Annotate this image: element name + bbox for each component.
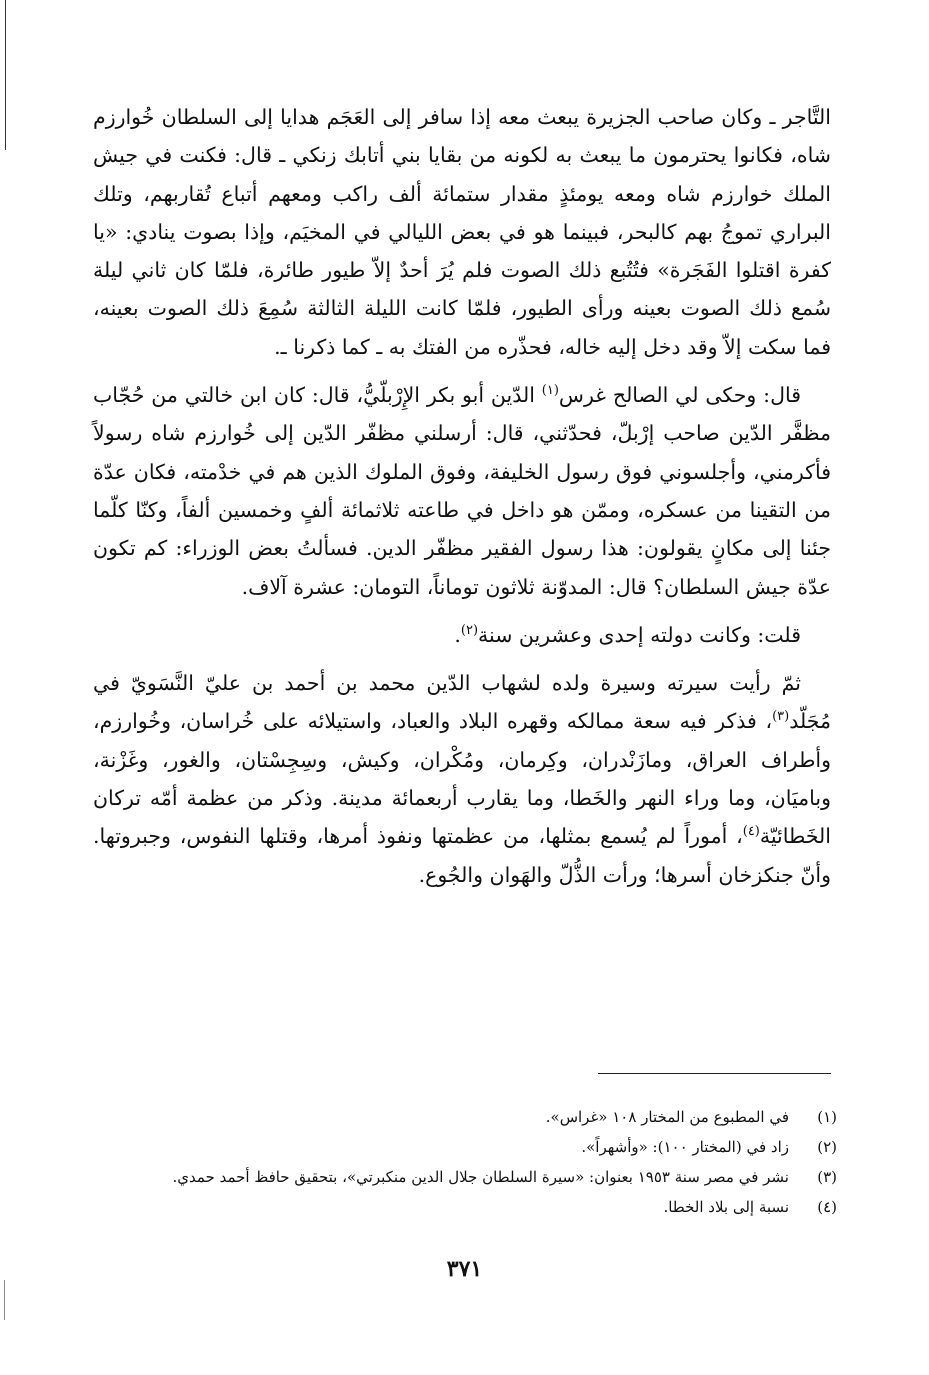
footnotes (77, 1102, 837, 1222)
footnote-text: في المطبوع من المختار ١٠٨ «غراس». (545, 1108, 789, 1126)
page-number: ٣٧١ (446, 1256, 483, 1282)
paragraph-2-text-b: الدّين أبو بكر الإِرْبلّيُّ، قال: كان ابن خالتي من حُجّاب مظفَّر الدّين صاحب إرْبلّ، فحدّثني، قال: أرسلني مظفّر الدّين إلى خُوارزم شاه رسولاً فأكرمني، وأجلسوني فوق رسول الخليفة، وفوق الملوك الذين هم في خدْمته، فكان عدّة من التقينا من عسكره، وممّن هو داخل في طاعته ثلاثمائة ألفٍ وخمسين ألفاً، وكنّا كلّما جئنا إلى مكانٍ يقولون: هذا رسول الفقير مظفّر الدين. فسألتُ بعض الوزراء: كم تكون عدّة جيش السلطان؟ قال: المدوّنة ثلاثون توماناً، التومان: عشرة آلاف. (93, 383, 831, 599)
footnote-item (77, 1132, 837, 1162)
paragraph-4 (93, 664, 831, 894)
paragraph-2 (93, 376, 831, 606)
page-edge-mark (4, 1280, 5, 1320)
paragraph-2-text-a: قال: وحكى لي الصالح غرس (558, 383, 802, 408)
footnote-number: (٢) (817, 1138, 837, 1156)
page-edge-line (5, 0, 6, 150)
footnote-text: نسبة إلى بلاد الخطا. (663, 1198, 789, 1216)
footnote-number: (٤) (817, 1198, 837, 1216)
paragraph-4-text-b: ، فذكر فيه سعة ممالكه وقهره البلاد والعباد، واستيلائه على خُراسان، وخُوارزم، وأطراف العراق، ومازَنْدران، وكِرمان، ومُكْران، وكيش، وسِجِسْتان، والغور، وغَزْنة، وباميَان، وما وراء النهر والخَطا، وما يقارب أربعمائة مدينة. وذكر من عظمة أمّه تركان الخَطائيّة (93, 709, 831, 849)
footnote-item (77, 1192, 837, 1222)
paragraph-3-end: . (454, 622, 461, 647)
footnote-ref-2[interactable]: (٢) (460, 623, 479, 639)
paragraph-3-text: قلت: وكانت دولته إحدى وعشرين سنة (478, 622, 801, 647)
footnote-item (77, 1102, 837, 1132)
footnote-number: (٣) (817, 1168, 837, 1186)
paragraph-3 (93, 616, 831, 654)
paragraph-1: التَّاجر ـ وكان صاحب الجزيرة يبعث معه إذا سافر إلى العَجَم هدايا إلى السلطان خُوارزم شاه، فكانوا يحترمون ما يبعث به لكونه من بقايا بني أتابك زنكي ـ قال: فكنت في جيش الملك خوارزم شاه ومعه يومئذٍ مقدار ستمائة ألف راكب ومعهم أتباع تُقاربهم، وتلك البراري تموجُ بهم كالبحر، فبينما هو في بعض الليالي في المخيَم، وإذا بصوت ينادي: «يا كفرة اقتلوا الفَجَرة» فتُتُبع ذلك الصوت فلم يُرَ أحدٌ إلاّ طيور طائرة، فلمّا كان ثاني ليلة سُمع ذلك الصوت بعينه ورأى الطيور، فلمّا كانت الليلة الثالثة سُمِعَ ذلك الصوت بعينه، فما سكت إلاّ وقد دخل إليه خاله، فحذّره من الفتك به ـ كما ذكرنا ـ. (93, 105, 831, 359)
main-text (93, 98, 831, 894)
footnote-text: زاد في (المختار ١٠٠): «وأشهراً». (581, 1138, 789, 1156)
footnote-ref-3[interactable]: (٣) (772, 709, 790, 725)
paragraph-4-text-c: ، أموراً لم يُسمع بمثلها، من عظمتها ونفوذ أمرها، وقتلها النفوس، وجبروتها. وأنّ جنكزخان أسرها؛ ورأت الذُّلّ والهَوان والجُوع. (93, 824, 831, 887)
paragraph-4-text-a: ثمّ رأيت سيرته وسيرة ولده لشهاب الدّين محمد بن أحمد بن عليّ النَّسَويّ في مُجَلّد (93, 671, 831, 734)
footnote-separator (598, 1073, 831, 1074)
footnote-number: (١) (817, 1108, 837, 1126)
footnote-ref-1[interactable]: (١) (541, 383, 559, 399)
footnote-item (77, 1162, 837, 1192)
footnote-text: نشر في مصر سنة ١٩٥٣ بعنوان: «سيرة السلطان جلال الدين منكبرتي»، بتحقيق حافظ أحمد حمدي. (172, 1168, 789, 1186)
footnote-ref-4[interactable]: (٤) (742, 824, 760, 840)
